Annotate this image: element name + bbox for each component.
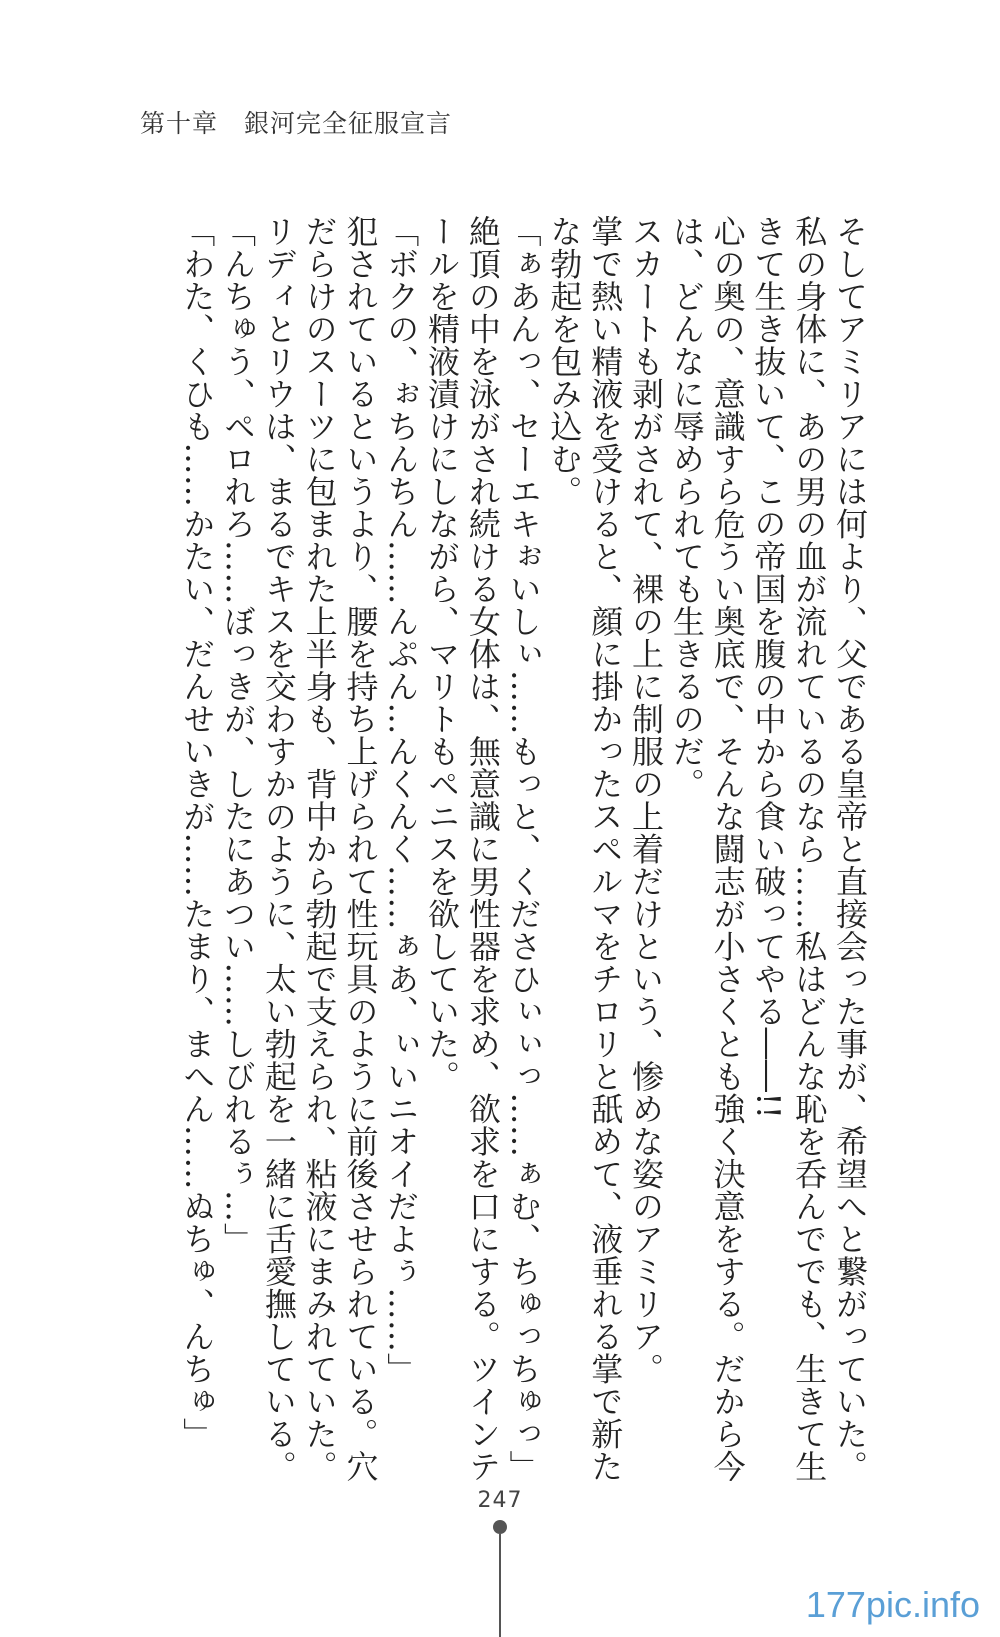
text-line: 私の身体に、あの男の血が流れているのなら……私はどんな恥を呑んででも、生きて生: [790, 215, 829, 1483]
text-line: 「わた、くひも……かたい、だんせいきが……たまり、まへん……ぬちゅ、んちゅ」: [178, 215, 217, 1450]
text-line: だらけのスーツに包まれた上半身も、背中から勃起で支えられ、粘液にまみれていた。: [300, 215, 339, 1483]
text-line: 「ぁあんっ、セーエキぉいしぃ……もっと、くださひぃぃっ……ぁむ、ちゅっちゅっ」: [504, 215, 543, 1483]
text-line: 「んちゅう、ペロれろ……ぼっきが、したにあつい……しびれるぅ…」: [219, 215, 258, 1255]
watermark: 177pic.info: [805, 1584, 980, 1625]
text-line: そしてアミリアには何より、父である皇帝と直接会った事が、希望へと繋がっていた。: [831, 215, 869, 1483]
marker-dot: [493, 1520, 507, 1534]
text-line: 掌で熱い精液を受けると、顔に掛かったスペルマをチロリと舐めて、液垂れる掌で新た: [586, 215, 625, 1483]
page-marker-icon: [493, 1520, 507, 1637]
text-line: ールを精液漬けにしながら、マリトもペニスを欲していた。: [423, 215, 462, 1093]
chapter-number: 第十章: [140, 109, 219, 138]
text-line: 絶頂の中を泳がされ続ける女体は、無意識に男性器を求め、欲求を口にする。ツインテ: [463, 215, 502, 1483]
text-line: 犯されているというより、腰を持ち上げられて性玩具のように前後させられている。穴: [341, 215, 380, 1483]
text-line: きて生き抜いて、この帝国を腹の中から食い破ってやる――!!: [749, 215, 788, 1120]
marker-stem: [499, 1534, 501, 1637]
chapter-header: [140, 104, 452, 140]
chapter-title: 銀河完全征服宣言: [244, 109, 453, 138]
body-text: [176, 215, 870, 1483]
text-line: 心の奥の、意識すら危うい奥底で、そんな闘志が小さくとも強く決意をする。だから今: [708, 215, 747, 1483]
text-line: スカートも剥がされて、裸の上に制服の上着だけという、惨めな姿のアミリア。: [627, 215, 666, 1385]
text-line: 「ボクの、ぉちんちん……んぷん…んくんく……ぁあ、ぃいニオイだよぅ……」: [382, 215, 421, 1385]
text-line: な勃起を包み込む。: [545, 215, 584, 508]
text-line: リディとリウは、まるでキスを交わすかのように、太い勃起を一緒に舌愛撫している。: [259, 215, 298, 1483]
page-number: 247: [477, 1488, 523, 1513]
text-line: は、どんなに辱められても生きるのだ。: [667, 215, 706, 800]
